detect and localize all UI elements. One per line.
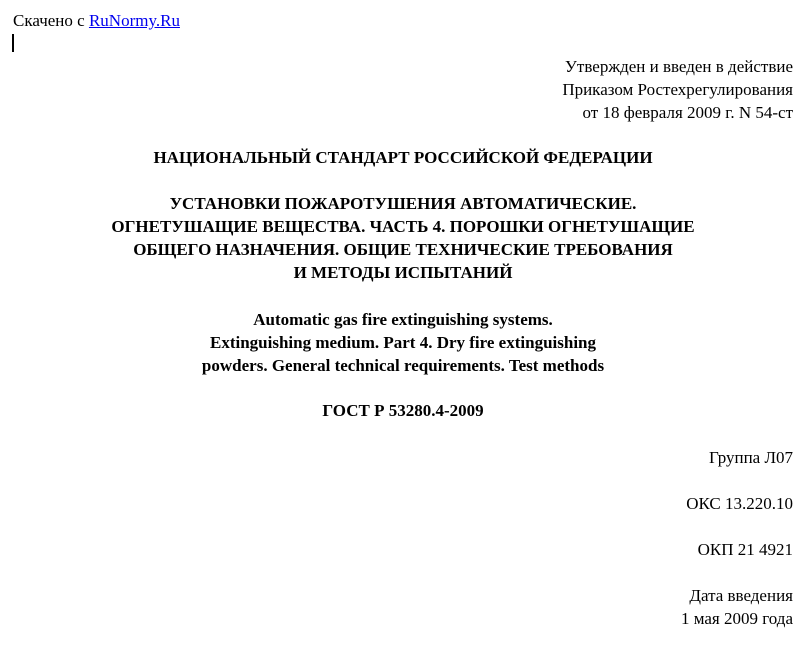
approval-line-1: Утвержден и введен в действие: [564, 57, 793, 76]
source-line: [13, 9, 180, 32]
text-cursor: [12, 34, 14, 52]
group-code: Группа Л07: [708, 448, 793, 467]
english-title-line-3: powders. General technical requirements. Test methods: [201, 356, 605, 375]
intro-date-label: Дата введения: [689, 586, 793, 605]
intro-date-value: 1 мая 2009 года: [680, 609, 793, 628]
oks-code: ОКС 13.220.10: [686, 494, 793, 513]
english-title: [0, 308, 799, 377]
approval-block: [562, 55, 793, 124]
english-title-line-1: Automatic gas fire extinguishing systems.: [253, 310, 553, 329]
approval-line-3: от 18 февраля 2009 г. N 54-ст: [582, 103, 793, 122]
russian-title-line-3: ОБЩЕГО НАЗНАЧЕНИЯ. ОБЩИЕ ТЕХНИЧЕСКИЕ ТРЕБОВАНИЯ: [133, 240, 673, 259]
russian-title-line-2: ОГНЕТУШАЩИЕ ВЕЩЕСТВА. ЧАСТЬ 4. ПОРОШКИ ОГНЕТУШАЩИЕ: [111, 217, 695, 236]
gost-number: ГОСТ Р 53280.4-2009: [322, 401, 484, 420]
approval-line-2: Приказом Ростехрегулирования: [562, 80, 793, 99]
source-link[interactable]: RuNormy.Ru: [88, 11, 180, 30]
russian-title-line-1: УСТАНОВКИ ПОЖАРОТУШЕНИЯ АВТОМАТИЧЕСКИЕ.: [169, 194, 637, 213]
english-title-line-2: Extinguishing medium. Part 4. Dry fire extinguishing: [210, 333, 596, 352]
source-prefix: Скачено с: [13, 11, 89, 30]
russian-title: [0, 192, 799, 284]
okp-code: ОКП 21 4921: [697, 540, 793, 559]
standard-heading: НАЦИОНАЛЬНЫЙ СТАНДАРТ РОССИЙСКОЙ ФЕДЕРАЦИИ: [153, 148, 653, 167]
russian-title-line-4: И МЕТОДЫ ИСПЫТАНИЙ: [293, 263, 513, 282]
intro-date-block: [681, 584, 793, 630]
